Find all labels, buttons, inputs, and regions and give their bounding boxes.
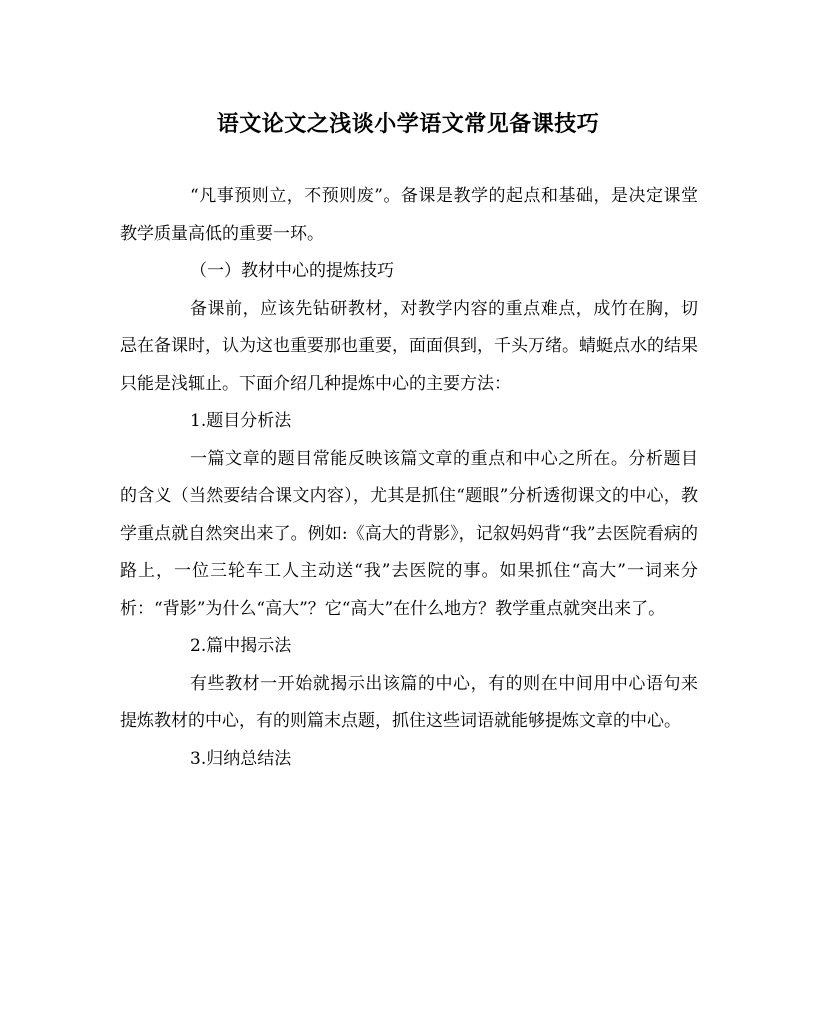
paragraph-central-sentence: 有些教材一开始就揭示出该篇的中心，有的则在中间用中心语句来提炼教材的中心，有的则篇末点题，抓住这些词语就能够提炼文章的中心。 [120,673,698,731]
document-body [120,178,698,778]
document-title: 语文论文之浅谈小学语文常见备课技巧 [216,111,600,137]
paragraph-intro: “凡事预则立，不预则废”。备课是教学的起点和基础，是决定课堂教学质量高低的重要一环。 [120,186,698,244]
paragraph-title-analysis: 一篇文章的题目常能反映该篇文章的重点和中心之所在。分析题目的含义（当然要结合课文内容），尤其是抓住“题眼”分析透彻课文的中心，教学重点就自然突出来了。例如:《高大的背影》，记叙妈妈背“我”去医院看病的路上，一位三轮车工人主动送“我”去医院的事。如果抓住“高大”一词来分析：“背影”为什么“高大”？它“高大”在什么地方？教学重点就突出来了。 [120,448,698,619]
method-heading-2: 2.篇中揭示法 [190,636,292,656]
paragraph-preparation: 备课前，应该先钻研教材，对教学内容的重点难点，成竹在胸，切忌在备课时，认为这也重要那也重要，面面俱到，千头万绪。蜻蜓点水的结果只能是浅辄止。下面介绍几种提炼中心的主要方法： [120,298,698,394]
method-heading-1: 1.题目分析法 [190,411,292,431]
section-heading-1: （一）教材中心的提炼技巧 [190,261,394,281]
method-heading-3: 3.归纳总结法 [190,748,292,769]
